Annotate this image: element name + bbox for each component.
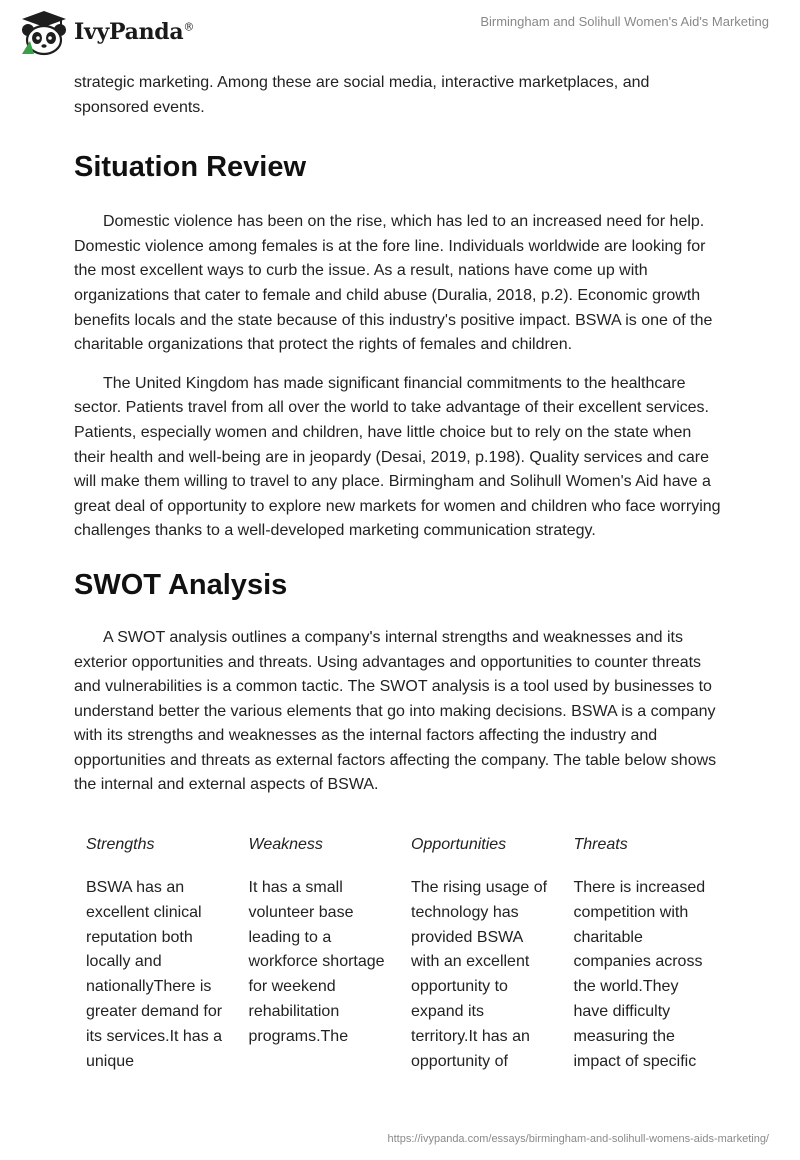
swot-cell-threats: There is increased competition with charitable companies across the world.They have difficulty measuring the impact of specific [573, 879, 706, 1070]
brand-name: IvyPanda® [74, 19, 195, 45]
swot-cell-strengths: BSWA has an excellent clinical reputation both locally and nationallyThere is greater demand for its services.It has a unique [86, 879, 223, 1070]
article-body [74, 71, 724, 798]
panda-graduate-icon [14, 8, 70, 56]
ivypanda-logo[interactable] [14, 8, 194, 56]
swot-header-weakness: Weakness [248, 836, 323, 853]
swot-table [74, 833, 724, 1074]
swot-header-threats: Threats [573, 836, 628, 853]
document-title: Birmingham and Solihull Women's Aid's Marketing [480, 14, 769, 29]
swot-cell-weakness: It has a small volunteer base leading to a workforce shortage for weekend rehabilitation programs.The [248, 879, 385, 1045]
situation-paragraph-1: Domestic violence has been on the rise, which has led to an increased need for help. Domestic violence among females is at the fore line. Individuals worldwide are looking for the most excellent ways to curb the issue. As a result, nations have come up with organizations that cater to female and child abuse (Duralia, 2018, p.2). Economic growth benefits locals and the state because of this industry's positive impact. BSWA is one of the charitable organizations that protect the rights of females and children. [74, 213, 713, 354]
swot-header-row [74, 833, 724, 876]
swot-analysis-heading: SWOT Analysis [74, 568, 288, 601]
swot-paragraph: A SWOT analysis outlines a company's internal strengths and weaknesses and its exterior opportunities and threats. Using advantages and opportunities to counter threats and vulnerabilities is a common tactic. The SWOT analysis is a tool used by businesses to understand better the various elements that go into making decisions. BSWA is a company with its strengths and weaknesses as the internal factors affecting the industry and opportunities and threats as external factors affecting the company. The table below shows the internal and external aspects of BSWA. [74, 628, 717, 794]
page-header [0, 0, 800, 64]
intro-paragraph-tail: strategic marketing. Among these are social media, interactive marketplaces, and sponsored events. [74, 74, 650, 116]
situation-paragraph-2: The United Kingdom has made significant financial commitments to the healthcare sector. Patients travel from all over the world to take advantage of their excellent services. Patients, especially women and children, have little choice but to rely on the state when their health and well-being are in jeopardy (Desai, 2019, p.198). Quality services and care will make them willing to travel to any place. Birmingham and Solihull Women's Aid have a great deal of opportunity to explore new markets for women and children who face worrying challenges thanks to a well-developed marketing communication strategy. [74, 374, 721, 540]
swot-body-row [74, 876, 724, 1074]
swot-header-opportunities: Opportunities [411, 836, 507, 853]
source-url-link[interactable]: https://ivypanda.com/essays/birmingham-and-solihull-womens-aids-marketing/ [387, 1133, 769, 1145]
situation-review-heading: Situation Review [74, 151, 307, 184]
registered-mark: ® [183, 20, 195, 34]
swot-header-strengths: Strengths [86, 836, 155, 853]
swot-cell-opportunities: The rising usage of technology has provided BSWA with an excellent opportunity to expand its territory.It has an opportunity of [411, 879, 548, 1070]
